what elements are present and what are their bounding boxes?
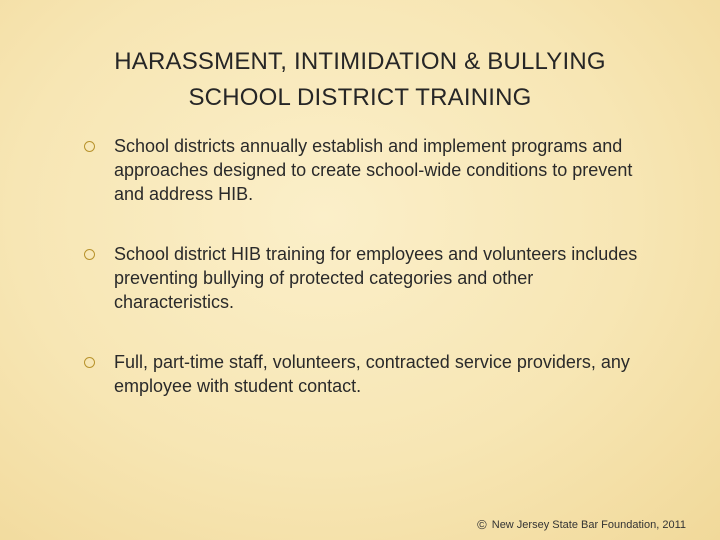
bullet-item <box>84 350 644 398</box>
circle-bullet-icon <box>84 357 95 368</box>
footer-copyright <box>477 517 686 532</box>
title-line-1: HARASSMENT, INTIMIDATION & BULLYING <box>114 48 606 75</box>
circle-bullet-icon <box>84 249 95 260</box>
bullet-text: School districts annually establish and implement programs and approaches designed to create school-wide conditions to prevent and address HIB. <box>114 136 633 204</box>
circle-bullet-icon <box>84 141 95 152</box>
bullet-item <box>84 134 644 206</box>
title-line-2: SCHOOL DISTRICT TRAINING <box>188 84 532 111</box>
footer-text: New Jersey State Bar Foundation, 2011 <box>491 518 686 531</box>
slide-title <box>60 44 660 116</box>
bullet-item <box>84 242 644 314</box>
bullet-text: School district HIB training for employees and volunteers includes preventing bullying of protected categories and other characteristics. <box>114 244 638 312</box>
bullet-text: Full, part-time staff, volunteers, contracted service providers, any employee with student contact. <box>114 352 630 396</box>
bullet-list <box>84 134 644 434</box>
copyright-icon: © <box>477 517 487 532</box>
